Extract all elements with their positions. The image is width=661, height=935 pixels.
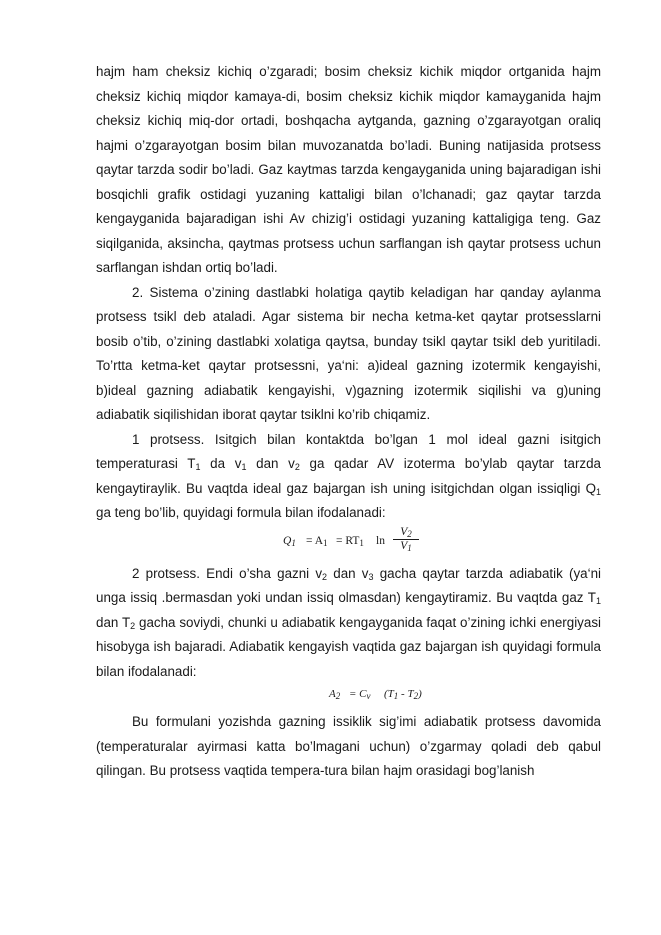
document-page: [96, 60, 601, 784]
paragraph-2: 2. Sistema o’zining dastlabki holatiga qaytib keladigan har qanday aylanma protsess tsikl deb ataladi. Agar sistema bir necha ketma-ket qaytar protsesslarni bosib o’tib, o’zining dastlabki xolatiga qaytsa, bunday tsikl qaytar tsikl deb yuritiladi. To’rtta ketma-ket qaytar protsessni, ya‘ni: a)ideal gazning izotermik kengayishi, b)ideal gazning adiabatik kengayishi, v)gazning izotermik siqilishi va g)uning adiabatik siqilishidan iborat qaytar tsiklni ko’rib chiqamiz.: [96, 284, 601, 422]
formula-adiabatic-work: $A_2$ = $C_v$ $(T_1 - T_2)$: [329, 688, 422, 701]
paragraph-1: hajm ham cheksiz kichiq o’zgaradi; bosim cheksiz kichik miqdor ortganida hajm cheksiz kichiq miqdor kamaya-di, bosim cheksiz kichik miqdor kamayganida hajm cheksiz kichiq miq-dor ortadi, boshqacha aytganda, gazning o’zgarayotgan oraliq hajmi o’zgarayotgan bosim bilan muvozanatda bo’ladi. Buning natijasida protsess qaytar tarzda sodir bo’ladi. Gaz kaytmas tarzda kengayganida uning bajaradigan ishi bosqichli grafik ostidagi yuzaning kattaligi bilan o’lchanadi; gaz qaytar tarzda kengayganida bajaradigan ishi Av chizig’i ostidagi yuzaning kattaligiga teng. Gaz siqilganida, aksincha, qaytmas protsess uchun sarflangan ish qaytar protsess uchun sarflangan ishdan ortiq bo’ladi.: [96, 64, 601, 275]
paragraph-3: 1 protsess. Isitgich bilan kontaktda bo’lgan 1 mol ideal gazni isitgich temperaturasi $T_1$ da $v_1$ dan $v_2$ ga qadar AV izoterma bo’ylab qaytar tarzda kengaytiraylik. Bu vaqtda ideal gaz bajargan ish uning isitgichdan olgan issiqligi $Q_1$ ga teng bo’lib, quyidagi formula bilan ifodalanadi:: [96, 431, 602, 520]
paragraph-4: 2 protsess. Endi o’sha gazni $v_2$ dan $v_3$ gacha qaytar tarzda adiabatik (ya‘ni unga issiq .bermasdan yoki undan issiq olmasdan) kengaytiramiz. Bu vaqtda gaz $T_1$ dan $T_2$ gacha soviydi, chunki u adiabatik kengayganida faqat o’zining ichki energiyasi hisobyga ish bajaradi. Adiabatik kengayish vaqtida gaz bajargan ish quyidagi formula bilan ifodalanadi:: [96, 565, 601, 679]
paragraph-5: Bu formulani yozishda gazning issiklik sig’imi adiabatik protsess davomida (temperaturalar ayirmasi katta bo’lmagani uchun) o’zgarmay qoladi deb qabul qilingan. Bu protsess vaqtida tempera-tura bilan hajm orasidagi bog’lanish: [96, 714, 601, 778]
formula-isothermal-work: $Q_1$ = $A_1$ = $RT_1$ ln $\frac{V_2}{V_1}$: [96, 526, 601, 562]
